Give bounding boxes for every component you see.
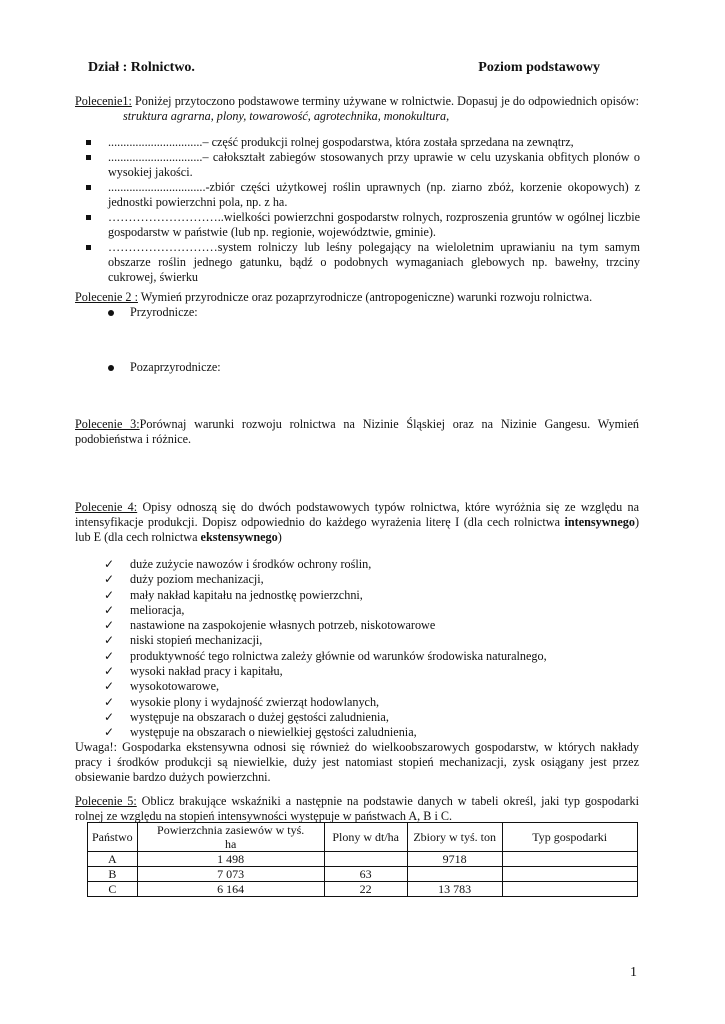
list-item: ✓ duży poziom mechanizacji,	[104, 572, 264, 587]
task-2-text: Wymień przyrodnicze oraz pozaprzyrodnicze (antropogeniczne) warunki rozwoju rolnictwa.	[137, 290, 593, 304]
task-3-text: Porównaj warunki rozwoju rolnictwa na Nizinie Śląskiej oraz na Nizinie Gangesu. Wymień podobieństwa i różnice.	[75, 417, 639, 446]
checkmark-icon: ✓	[104, 679, 115, 694]
task-4-label: Polecenie 4:	[75, 500, 138, 514]
checkmark-icon: ✓	[104, 572, 115, 587]
task-5-text: Oblicz brakujące wskaźniki a następnie na podstawie danych w tabeli określ, jaki typ gospodarki rolnej ze względu na stopień intensywności występuje w państwach A, B i C.	[75, 794, 639, 823]
list-item: ………………………system rolniczy lub leśny polegający na wieloletnim uprawianiu na tym samym obszarze roślin jednego gatunku, bądź o podobnych wymaganiach glebowych np. bawełny, trzciny cukrowej, świerku	[82, 240, 640, 285]
checkmark-icon: ✓	[104, 618, 115, 633]
checkmark-icon: ✓	[104, 709, 115, 724]
checkmark-icon: ✓	[104, 602, 115, 617]
checkmark-icon: ✓	[104, 648, 115, 663]
checkmark-icon: ✓	[104, 664, 115, 679]
task-1-instruction	[75, 94, 639, 124]
section-title: Dział : Rolnictwo.	[88, 60, 195, 75]
task-2-instruction	[75, 290, 639, 305]
list-item: ✓ niski stopień mechanizacji,	[104, 633, 263, 648]
task-2-list-1	[108, 305, 198, 320]
list-item: ✓ występuje na obszarach o dużej gęstości zaludnienia,	[104, 709, 389, 724]
task-4-list	[104, 557, 644, 741]
column-header: Zbiory w tyś. ton	[407, 823, 502, 852]
task-1-list	[82, 135, 640, 285]
list-item: ………………………..wielkości powierzchni gospodarstw rolnych, rozproszenia gruntów w ogólnej liczbie gospodarstw w państwie (lub np. regionie, województwie, gminie).	[82, 210, 640, 240]
table-row: B 7 073 63	[88, 867, 638, 882]
square-bullet-icon	[86, 185, 91, 190]
checkmark-icon: ✓	[104, 725, 115, 740]
checkmark-icon: ✓	[104, 587, 115, 602]
level-title: Poziom podstawowy	[478, 60, 600, 75]
list-item: Pozaprzyrodnicze:	[108, 360, 221, 375]
list-item: ✓ występuje na obszarach o niewielkiej gęstości zaludnienia,	[104, 725, 417, 740]
task-2-list-2	[108, 360, 221, 375]
task-5-label: Polecenie 5:	[75, 794, 137, 808]
checkmark-icon: ✓	[104, 557, 115, 571]
data-table	[87, 822, 638, 897]
list-item: ...............................– całokształt zabiegów stosowanych przy uprawie w celu uzyskania obfitych plonów o wysokiej jakości.	[82, 150, 640, 180]
task-3-label: Polecenie 3:	[75, 417, 140, 431]
table-row: A 1 498 9718	[88, 852, 638, 867]
list-item: ✓ duże zużycie nawozów i środków ochrony roślin,	[104, 557, 372, 571]
list-item: ✓ wysokotowarowe,	[104, 679, 220, 694]
list-item: ✓ mały nakład kapitału na jednostkę powierzchni,	[104, 587, 363, 602]
column-header: Powierzchnia zasiewów w tyś. ha	[137, 823, 324, 852]
task-3-instruction	[75, 417, 639, 447]
task-1-label: Polecenie1:	[75, 94, 132, 108]
note-paragraph: Uwaga!: Gospodarka ekstensywna odnosi się również do wielkoobszarowych gospodarstw, w których nakłady pracy i środków produkcji są niewielkie, duży jest natomiast stopień mechanizacji, zysk osiągany jest przez obsiewanie bardzo dużych powierzchni.	[75, 740, 639, 784]
list-item: ✓ wysokie plony i wydajność zwierząt hodowlanych,	[104, 694, 380, 709]
task-1-terms: struktura agrarna, plony, towarowość, agrotechnika, monokultura,	[123, 109, 450, 123]
task-2-label: Polecenie 2 :	[75, 290, 138, 304]
task-5-instruction	[75, 794, 639, 824]
square-bullet-icon	[86, 245, 91, 250]
column-header: Typ gospodarki	[502, 823, 637, 852]
square-bullet-icon	[86, 140, 91, 145]
checkmark-icon: ✓	[104, 694, 115, 709]
task-4-instruction: Polecenie 4: Opisy odnoszą się do dwóch podstawowych typów rolnictwa, które wyróżnia się ze względu na intensyfikacje produkcji. Dopisz odpowiednio do każdego wyrażenia literę I (dla cech rolnictwa intensywnego) lub E (dla cech rolnictwa ekstensywnego)	[75, 500, 639, 544]
bullet-icon	[108, 365, 114, 371]
list-item: ✓ nastawione na zaspokojenie własnych potrzeb, niskotowarowe	[104, 618, 436, 633]
table-row: C 6 164 22 13 783	[88, 882, 638, 897]
column-header: Plony w dt/ha	[324, 823, 407, 852]
bullet-icon	[108, 310, 114, 316]
list-item: ✓ melioracja,	[104, 602, 185, 617]
list-item: ✓ produktywność tego rolnictwa zależy głównie od warunków środowiska naturalnego,	[104, 648, 547, 663]
column-header: Państwo	[88, 823, 138, 852]
square-bullet-icon	[86, 155, 91, 160]
page-number: 1	[630, 965, 637, 980]
header	[88, 60, 600, 80]
table-header-row	[88, 823, 638, 852]
list-item: ...............................– część produkcji rolnej gospodarstwa, która została sprzedana na zewnątrz,	[82, 135, 640, 150]
list-item: ................................-zbiór części użytkowej roślin uprawnych (np. ziarno zbóż, korzenie okopowych) z jednostki powierzchni pola, np. z ha.	[82, 180, 640, 210]
square-bullet-icon	[86, 215, 91, 220]
checkmark-icon: ✓	[104, 633, 115, 648]
list-item: ✓ wysoki nakład pracy i kapitału,	[104, 664, 283, 679]
task-1-text: Poniżej przytoczono podstawowe terminy używane w rolnictwie. Dopasuj je do odpowiednich opisów:	[131, 94, 639, 108]
list-item: Przyrodnicze:	[108, 305, 198, 320]
